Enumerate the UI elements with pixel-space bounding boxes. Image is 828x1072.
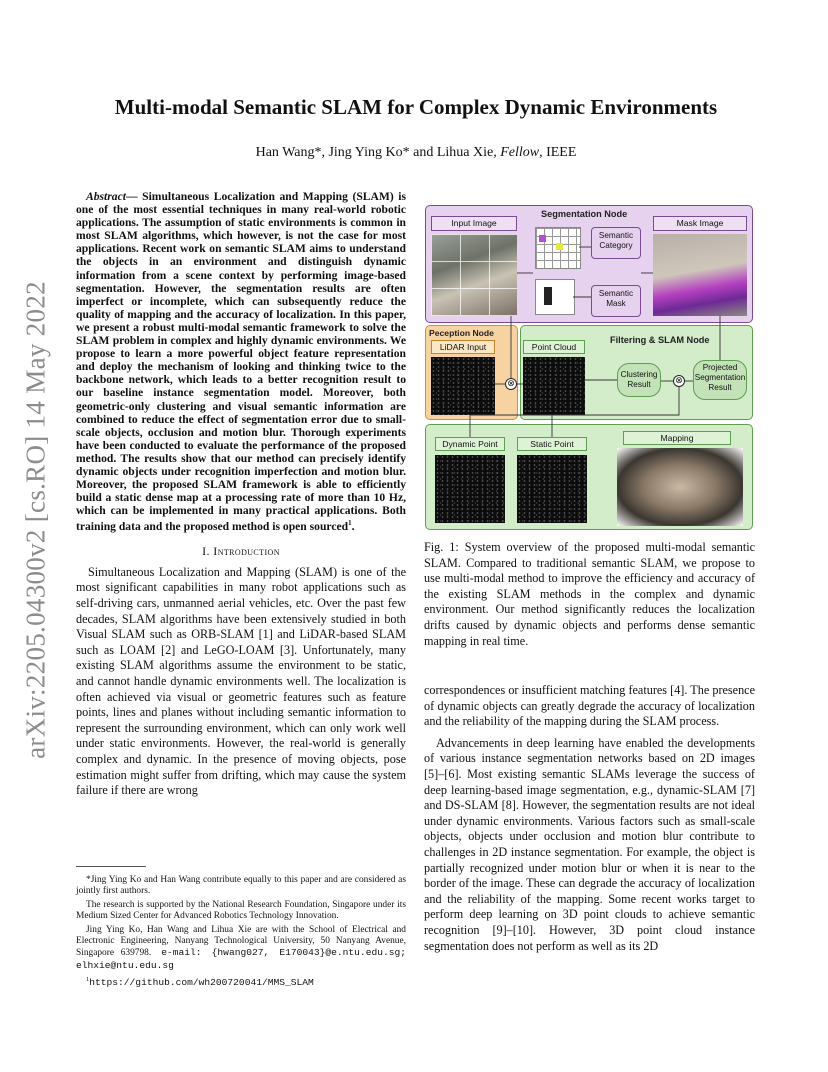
right-paragraph-1: correspondences or insufficient matching features [4]. The presence of dynamic objects can greatly degrade the accuracy of localization and the reliability of the mapping during the SLAM process.	[424, 683, 755, 729]
mapping-result-image	[617, 448, 743, 526]
section-heading-introduction	[76, 544, 406, 560]
point-cloud-label: Point Cloud	[523, 340, 585, 354]
fusion-operator-icon: ⊗	[673, 375, 685, 387]
code-link-mark: 1	[86, 976, 90, 984]
dynamic-point-scan	[435, 455, 505, 523]
author-fellow: Fellow	[500, 145, 540, 160]
figure-caption-block	[424, 540, 755, 649]
abstract-label: Abstract	[86, 190, 126, 203]
static-point-label: Static Point	[517, 437, 587, 451]
affiliation-emails: e-mail: {hwang027, E170043}@e.ntu.edu.sg; elhxie@ntu.edu.sg	[76, 947, 406, 971]
author-names: Han Wang*, Jing Ying Ko* and Lihua Xie,	[255, 145, 501, 160]
paper-title: Multi-modal Semantic SLAM for Complex Dynamic Environments	[114, 95, 718, 119]
input-image-grid	[431, 234, 517, 316]
mask-image-photo	[653, 234, 747, 316]
footnote-affiliation	[76, 925, 406, 973]
arxiv-identifier-text: arXiv:2205.04300v2 [cs.RO] 14 May 2022	[20, 281, 51, 759]
left-column	[76, 190, 406, 799]
figure-system-overview	[425, 205, 755, 530]
lidar-input-scan	[431, 357, 495, 415]
right-paragraph-2: Advancements in deep learning have enabled the developments of various instance segmentation networks based on 2D images [5]–[6]. Most existing semantic SLAMs leverage the success of deep learning-based image segmentation, e.g., dynamic-SLAM [7] and DS-SLAM [8]. However, the segmentation results are not ideal under dynamic environments. Various factors such as small-scale objects, objects under occlusion and motion blur contribute to challenges in 2D instance segmentation. For example, the object is partially recognized under motion blur or when it is near to the border of the image. These can degrade the accuracy of localization and the reliability of the mapping. Some recent works target to perform deep learning on 3D point clouds to achieve semantic recognition [9]–[10]. However, 3D point cloud instance segmentation does not perform as well as its 2D	[424, 735, 755, 953]
category-cell-yellow	[556, 243, 563, 250]
category-cell-purple	[539, 235, 546, 242]
clustering-result-node: Clustering Result	[617, 363, 661, 397]
author-ieee: , IEEE	[539, 145, 577, 160]
dynamic-point-label: Dynamic Point	[435, 437, 505, 451]
abstract	[76, 190, 406, 533]
projected-segmentation-node: Projected Segmentation Result	[693, 360, 747, 400]
lidar-input-label: LiDAR Input	[431, 340, 495, 354]
static-point-scan	[517, 455, 587, 523]
input-image-photo	[431, 234, 517, 316]
right-column-body	[424, 683, 755, 954]
intro-paragraph: Simultaneous Localization and Mapping (SLAM) is one of the most significant capabilities in many robot applications such as self-driving cars, unmanned aerial vehicles, etc. Over the past few decades, SLAM algorithms have been extensively studied in both Visual SLAM such as ORB-SLAM [1] and LiDAR-based SLAM such as LOAM [2] and LeGO-LOAM [3]. Unfortunately, many existing SLAM algorithms assume the environment to be static, and cannot handle dynamic environments well. The localization is often achieved via visual or geometric features such as feature points, lines and planes without including semantic information to represent the surrounding environment, which can only work well under static environments. However, the real-world is generally complex and dynamic. In the presence of moving objects, pose estimation might suffer from drifting, which may cause the system failure if there are wrong	[76, 564, 406, 798]
section-heading-text: I. Introduction	[202, 544, 280, 559]
semantic-mask-thumb	[535, 279, 575, 315]
input-image-label: Input Image	[431, 216, 517, 231]
footnote-divider	[76, 866, 146, 867]
affiliation-text: Jing Ying Ko, Han Wang and Lihua Xie are with the School of Electrical and Electronic Engineering, Nanyang Technological University, 50 Nanyang Avenue, Singapore 639798.	[76, 924, 406, 959]
segmentation-node-title: Segmentation Node	[541, 209, 628, 219]
paper-authors	[60, 145, 772, 161]
footnote-funding: The research is supported by the National Research Foundation, Singapore under its Medium Sized Center for Advanced Robotics Technology Innovation.	[76, 899, 406, 922]
footnote-equal-contribution: *Jing Ying Ko and Han Wang contribute equally to this paper and are considered as jointly first authors.	[76, 875, 406, 897]
footnote-code-link	[76, 974, 406, 990]
mask-image-label: Mask Image	[653, 216, 747, 231]
footnotes	[76, 866, 406, 992]
filtering-slam-node-title: Filtering & SLAM Node	[610, 335, 710, 345]
semantic-category-node: Semantic Category	[591, 227, 641, 259]
figure-caption: Fig. 1: System overview of the proposed multi-modal semantic SLAM. Compared to traditional semantic SLAM, we propose to use multi-modal method to improve the efficiency and accuracy of the existing SLAM methods in the complex and dynamic environment. Our method significantly reduces the localization drifts caused by dynamic objects and performs dense semantic mapping in real time.	[424, 540, 755, 648]
arxiv-identifier-stamp	[0, 0, 62, 1072]
perception-node-title: Peception Node	[429, 328, 494, 338]
mapping-label: Mapping	[623, 431, 731, 445]
abstract-end: .	[351, 520, 355, 534]
semantic-mask-node: Semantic Mask	[591, 285, 641, 317]
point-cloud-scan	[523, 357, 585, 415]
semantic-mask-silhouette	[544, 287, 552, 305]
projection-operator-icon: ⊗	[505, 378, 517, 390]
abstract-text: — Simultaneous Localization and Mapping (SLAM) is one of the most essential techniques in many real-world robotic applications. The assumption of static environments is common in most SLAM algorithms, which however, is not the case for most applications. Recent work on semantic SLAM aims to understand the objects in an environment and distinguish dynamic information from a scene context by performing image-based segmentation. However, the segmentation results are often imperfect or incomplete, which can subsequently reduce the quality of mapping and the accuracy of localization. In this paper, we present a robust multi-modal semantic framework to solve the SLAM problem in complex and highly dynamic environments. We propose to learn a more powerful object feature representation and deploy the mechanism of looking and thinking twice to the backbone network, which leads to a better recognition result to our baseline instance segmentation model. Moreover, both geometric-only clustering and visual semantic information are combined to reduce the effect of segmentation error due to small-scale objects, occlusion and motion blur. Thorough experiments have been conducted to evaluate the performance of the proposed method. The results show that our method can precisely identify dynamic objects under recognition imperfection and motion blur. Moreover, the proposed SLAM framework is able to efficiently build a static dense map at a processing rate of more than 10 Hz, which can be implemented in many practical applications. Both training data and the proposed method is open sourced	[76, 190, 406, 534]
abstract-footnote-mark: 1	[348, 519, 352, 528]
code-link-url[interactable]: https://github.com/wh200720041/MMS_SLAM	[89, 977, 314, 989]
